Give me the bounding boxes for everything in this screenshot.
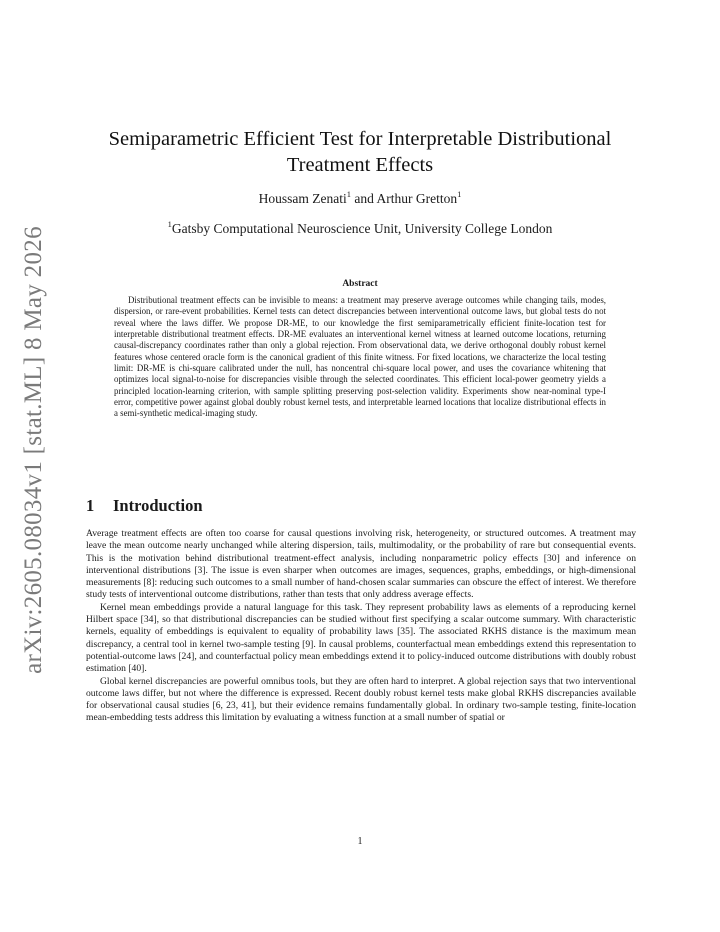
section-title: Introduction	[113, 496, 203, 515]
abstract-body: Distributional treatment effects can be invisible to means: a treatment may preserve average outcomes while changing tails, modes, dispersion, or rare-event probabilities. Kernel tests can detect discrepancies between interventional outcome laws, but global tests do not reveal where the laws differ. We propose DR-ME, to our knowledge the first semiparametrically efficient finite-location test for interpretable distributional treatment effects. DR-ME evaluates an interventional kernel witness at learned outcome locations, returning causal-discrepancy coordinates rather than only a global rejection. From observational data, we derive orthogonal doubly robust kernel features whose centered oracle form is the canonical gradient of this finite witness. For fixed locations, we characterize the local testing limit: DR-ME is chi-square calibrated under the null, has noncentral chi-square local power, and uses the covariance whitening that optimizes local signal-to-noise for discrepancies visible through the selected coordinates. This efficient local-power geometry yields a principled location-learning criterion, with sample splitting preserving post-selection validity. Experiments show near-nominal type-I error, competitive power against global doubly robust kernel tests, and interpretable learned locations that localize distributional effects in a semi-synthetic medical-imaging study.	[114, 295, 606, 419]
affiliation-marker: 1	[346, 189, 351, 199]
affiliation	[90, 221, 630, 237]
arxiv-identifier: arXiv:2605.08034v1 [stat.ML] 8 May 2026	[20, 226, 47, 674]
section-number: 1	[86, 496, 95, 515]
body-paragraph: Average treatment effects are often too coarse for causal questions involving risk, heterogeneity, or structured outcomes. A treatment may leave the mean outcome nearly unchanged while altering dispersion, tails, multimodality, or the probability of rare but consequential events. This is the motivation behind distributional treatment-effect analysis, including nonparametric policy effects [30] and inference on interventional distributions [3]. The issue is even sharper when outcomes are images, sequences, graphs, embeddings, or high-dimensional measurements [8]: reducing such outcomes to a small number of hand-chosen scalar summaries can obscure the effect of interest. We therefore study tests of interventional outcome distributions, rather than tests that only address average effects.	[86, 528, 636, 601]
body-paragraph: Kernel mean embeddings provide a natural language for this task. They represent probability laws as elements of a reproducing kernel Hilbert space [34], so that distributional discrepancies can be studied without first specifying a scalar outcome summary. With characteristic kernels, equality of embeddings is equivalent to equality of probability laws [35]. The associated RKHS distance is the maximum mean discrepancy, a central tool in kernel two-sample testing [9]. In causal problems, counterfactual mean embeddings extend this representation to potential-outcome laws [24], and counterfactual policy mean embeddings extend it to policy-induced outcome distributions with doubly robust estimation [40].	[86, 601, 636, 675]
title-line-2: Treatment Effects	[286, 154, 434, 176]
section-body	[86, 528, 636, 725]
author-name: Arthur Gretton	[376, 191, 458, 206]
page-number: 1	[357, 836, 363, 847]
body-paragraph: Global kernel discrepancies are powerful omnibus tools, but they are often hard to interpret. A global rejection says that two interventional outcome laws differ, but not where the difference is expressed. Recent doubly robust kernel tests make global RKHS discrepancies available for observational causal studies [6, 23, 41], but their evidence remains fundamentally global. In ordinary two-sample testing, finite-location mean-embedding tests address this limitation by evaluating a witness function at a small number of spatial or	[86, 675, 636, 724]
authors-conjunction: and	[351, 191, 377, 206]
affiliation-text: Gatsby Computational Neuroscience Unit, University College London	[171, 221, 553, 236]
title-line-1: Semiparametric Efficient Test for Interpretable Distributional	[108, 128, 612, 150]
abstract-heading: Abstract	[342, 279, 378, 289]
author-name: Houssam Zenati	[258, 191, 347, 206]
arxiv-sidebar	[14, 226, 54, 674]
paper-title	[90, 126, 630, 178]
affiliation-marker: 1	[457, 189, 462, 199]
author-list	[90, 191, 630, 207]
section-heading	[86, 496, 203, 516]
affiliation-marker: 1	[167, 219, 172, 229]
